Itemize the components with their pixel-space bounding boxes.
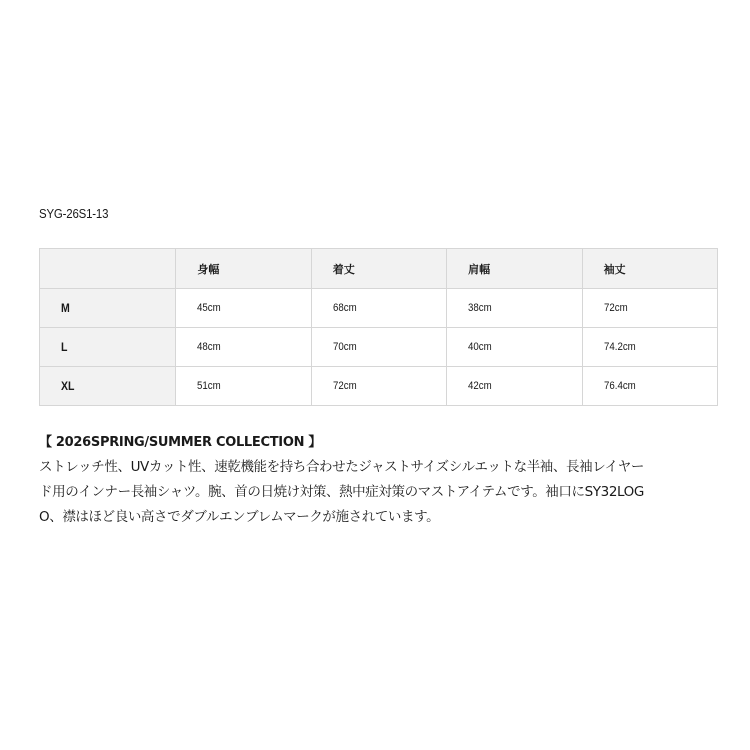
table-header-row [40, 249, 718, 289]
table-row [40, 367, 718, 406]
size-label: M [40, 289, 176, 328]
table-header-body-width: 身幅 [176, 249, 311, 289]
table-cell: 40cm [447, 328, 582, 367]
table-cell: 72cm [311, 367, 446, 406]
table-cell: 70cm [311, 328, 446, 367]
table-cell: 76.4cm [582, 367, 717, 406]
table-cell: 72cm [582, 289, 717, 328]
table-header-shoulder-width: 肩幅 [447, 249, 582, 289]
description-line: ド用のインナー長袖シャツ。腕、首の日焼け対策、熱中症対策のマストアイテムです。袖口にSY32LOG [39, 484, 644, 500]
table-header-corner [40, 249, 176, 289]
table-cell: 74.2cm [582, 328, 717, 367]
table-row [40, 328, 718, 367]
size-label: XL [40, 367, 176, 406]
table-cell: 45cm [176, 289, 311, 328]
table-cell: 38cm [447, 289, 582, 328]
description-line: O、襟はほど良い高さでダブルエンブレムマークが施されています。 [39, 509, 440, 525]
product-code: SYG-26S1-13 [39, 206, 109, 221]
table-header-sleeve-length: 袖丈 [582, 249, 717, 289]
size-label: L [40, 328, 176, 367]
table-header-length: 着丈 [311, 249, 446, 289]
table-cell: 48cm [176, 328, 311, 367]
description-line: ストレッチ性、UVカット性、速乾機能を持ち合わせたジャストサイズシルエットな半袖、長袖レイヤー [39, 459, 644, 475]
table-cell: 68cm [311, 289, 446, 328]
table-cell: 51cm [176, 367, 311, 406]
table-row [40, 289, 718, 328]
collection-title: 【 2026SPRING/SUMMER COLLECTION 】 [39, 435, 322, 450]
table-cell: 42cm [447, 367, 582, 406]
size-table [39, 248, 718, 406]
product-description [39, 430, 719, 530]
